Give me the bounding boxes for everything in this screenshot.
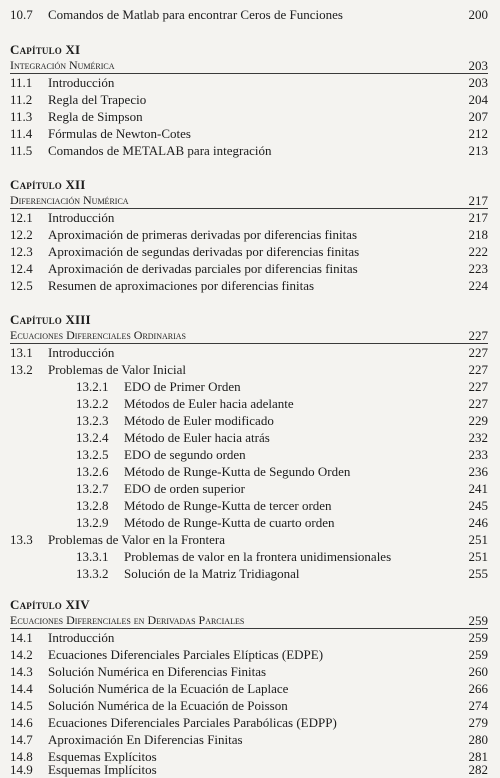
entry-page: 232: [468, 430, 488, 445]
toc-subentry: [0, 446, 500, 463]
entry-title: Problemas de valor en la frontera unidimensionales: [124, 549, 392, 564]
toc-entry: [0, 6, 500, 23]
entry-page: 282: [468, 762, 488, 777]
entry-number: 13.2.9: [76, 515, 109, 530]
toc-subentry: [0, 429, 500, 446]
part-title: Integración Numérica: [10, 58, 115, 72]
entry-title: EDO de orden superior: [124, 481, 245, 496]
entry-title: Problemas de Valor Inicial: [48, 362, 187, 377]
entry-number: 14.2: [10, 647, 33, 662]
toc-entry: [0, 108, 500, 125]
entry-title: Aproximación de primeras derivadas por diferencias finitas: [48, 227, 357, 242]
entry-number: 12.2: [10, 227, 33, 242]
part-title: Ecuaciones Diferenciales Ordinarias: [10, 328, 187, 342]
entry-title: Regla del Trapecio: [48, 92, 147, 107]
entry-number: 13.3.1: [76, 549, 109, 564]
toc-entry: [0, 142, 500, 159]
toc-entry: [0, 663, 500, 680]
toc-entry: [0, 531, 500, 548]
entry-title: EDO de Primer Orden: [124, 379, 241, 394]
entry-title: Resumen de aproximaciones por diferencias finitas: [48, 278, 315, 293]
entry-page: 207: [468, 109, 488, 124]
entry-page: 222: [468, 244, 488, 259]
entry-title: Ecuaciones Diferenciales Parciales Elípticas (EDPE): [48, 647, 324, 662]
toc-subentry: [0, 497, 500, 514]
entry-title: Introducción: [48, 630, 115, 645]
part-heading: [0, 612, 500, 629]
entry-title: Comandos de Matlab para encontrar Ceros de Funciones: [48, 7, 343, 22]
entry-page: 266: [468, 681, 488, 696]
entry-number: 13.2.5: [76, 447, 109, 462]
entry-title: Solución de la Matriz Tridiagonal: [124, 566, 300, 581]
entry-page: 246: [468, 515, 488, 530]
entry-page: 236: [468, 464, 488, 479]
toc-entry: [0, 629, 500, 646]
toc-entry: [0, 74, 500, 91]
entry-title: Método de Runge-Kutta de tercer orden: [124, 498, 332, 513]
part-page: 217: [468, 193, 488, 208]
entry-number: 14.4: [10, 681, 33, 696]
toc-entry: [0, 761, 500, 778]
chapter-heading: Capítulo XII: [10, 177, 86, 192]
part-heading: [0, 57, 500, 74]
entry-page: 233: [468, 447, 488, 462]
entry-page: 217: [468, 210, 488, 225]
toc-entry: [0, 91, 500, 108]
entry-page: 212: [468, 126, 488, 141]
entry-number: 13.2: [10, 362, 33, 377]
toc-entry: [0, 731, 500, 748]
entry-page: 213: [468, 143, 488, 158]
toc-entry: [0, 125, 500, 142]
toc-subentry: [0, 565, 500, 582]
entry-title: Regla de Simpson: [48, 109, 143, 124]
entry-title: Fórmulas de Newton-Cotes: [48, 126, 191, 141]
entry-number: 11.1: [10, 75, 33, 90]
entry-page: 218: [468, 227, 488, 242]
entry-title: Método de Euler modificado: [124, 413, 274, 428]
entry-title: Método de Runge-Kutta de Segundo Orden: [124, 464, 351, 479]
chapter-heading: Capítulo XIV: [10, 597, 90, 612]
entry-page: 227: [468, 362, 488, 377]
entry-title: Aproximación En Diferencias Finitas: [48, 732, 243, 747]
entry-number: 12.3: [10, 244, 33, 259]
toc-entry: [0, 361, 500, 378]
entry-page: 227: [468, 396, 488, 411]
toc-entry: [0, 243, 500, 260]
part-title: Ecuaciones Diferenciales en Derivadas Parciales: [10, 613, 245, 627]
part-page: 227: [468, 328, 488, 343]
entry-title: Introducción: [48, 210, 115, 225]
entry-title: Método de Euler hacia atrás: [124, 430, 270, 445]
entry-number: 12.1: [10, 210, 33, 225]
entry-number: 13.2.3: [76, 413, 109, 428]
entry-number: 14.6: [10, 715, 33, 730]
toc-entry: [0, 344, 500, 361]
toc-subentry: [0, 463, 500, 480]
chapter-heading: Capítulo XI: [10, 42, 81, 57]
toc-subentry: [0, 480, 500, 497]
entry-number: 12.4: [10, 261, 33, 276]
entry-title: Aproximación de derivadas parciales por diferencias finitas: [48, 261, 358, 276]
toc-entry: [0, 277, 500, 294]
part-heading: [0, 192, 500, 209]
toc-subentry: [0, 548, 500, 565]
entry-number: 11.3: [10, 109, 33, 124]
entry-number: 13.1: [10, 345, 33, 360]
entry-number: 14.1: [10, 630, 33, 645]
entry-page: 251: [468, 549, 488, 564]
part-page: 203: [468, 58, 488, 73]
entry-number: 13.2.6: [76, 464, 109, 479]
entry-title: Esquemas Implícitos: [48, 762, 157, 777]
entry-page: 251: [468, 532, 488, 547]
entry-page: 245: [468, 498, 488, 513]
toc-entry: [0, 697, 500, 714]
entry-page: 260: [468, 664, 488, 679]
entry-title: EDO de segundo orden: [124, 447, 246, 462]
toc-subentry: [0, 412, 500, 429]
entry-title: Ecuaciones Diferenciales Parciales Parabólicas (EDPP): [48, 715, 337, 730]
entry-page: 223: [468, 261, 488, 276]
toc-entry: [0, 226, 500, 243]
entry-number: 11.4: [10, 126, 33, 141]
entry-page: 224: [468, 278, 488, 293]
entry-page: 203: [468, 75, 488, 90]
entry-page: 279: [468, 715, 488, 730]
entry-page: 204: [468, 92, 488, 107]
entry-title: Comandos de METALAB para integración: [48, 143, 272, 158]
entry-number: 13.3: [10, 532, 33, 547]
entry-page: 200: [468, 7, 488, 22]
entry-page: 227: [468, 345, 488, 360]
entry-title: Solución Numérica de la Ecuación de Poisson: [48, 698, 288, 713]
entry-page: 259: [468, 647, 488, 662]
toc-subentry: [0, 378, 500, 395]
entry-title: Introducción: [48, 75, 115, 90]
entry-page: 241: [468, 481, 488, 496]
entry-page: 274: [468, 698, 488, 713]
entry-number: 11.5: [10, 143, 33, 158]
toc-entry: [0, 260, 500, 277]
part-page: 259: [468, 613, 488, 628]
part-heading: [0, 327, 500, 344]
entry-number: 13.3.2: [76, 566, 109, 581]
entry-title: Métodos de Euler hacia adelante: [124, 396, 294, 411]
entry-title: Introducción: [48, 345, 115, 360]
entry-number: 13.2.7: [76, 481, 109, 496]
entry-number: 14.8: [10, 749, 33, 764]
toc-entry: [0, 680, 500, 697]
entry-number: 14.5: [10, 698, 33, 713]
toc-subentry: [0, 514, 500, 531]
entry-number: 13.2.4: [76, 430, 109, 445]
entry-number: 14.9: [10, 762, 33, 777]
entry-number: 14.3: [10, 664, 33, 679]
entry-title: Aproximación de segundas derivadas por diferencias finitas: [48, 244, 360, 259]
entry-number: 14.7: [10, 732, 33, 747]
entry-number: 10.7: [10, 7, 33, 22]
entry-number: 13.2.1: [76, 379, 109, 394]
toc-subentry: [0, 395, 500, 412]
entry-page: 281: [468, 749, 488, 764]
entry-number: 13.2.8: [76, 498, 109, 513]
entry-title: Solución Numérica de la Ecuación de Laplace: [48, 681, 289, 696]
entry-number: 12.5: [10, 278, 33, 293]
toc-entry: [0, 714, 500, 731]
entry-page: 259: [468, 630, 488, 645]
entry-title: Problemas de Valor en la Frontera: [48, 532, 226, 547]
entry-title: Esquemas Explícitos: [48, 749, 157, 764]
part-title: Diferenciación Numérica: [10, 193, 129, 207]
entry-page: 229: [468, 413, 488, 428]
entry-title: Solución Numérica en Diferencias Finitas: [48, 664, 267, 679]
entry-page: 255: [468, 566, 488, 581]
entry-page: 280: [468, 732, 488, 747]
toc-entry: [0, 209, 500, 226]
entry-number: 13.2.2: [76, 396, 109, 411]
chapter-heading: Capítulo XIII: [10, 312, 91, 327]
entry-page: 227: [468, 379, 488, 394]
toc-entry: [0, 646, 500, 663]
entry-number: 11.2: [10, 92, 33, 107]
entry-title: Método de Runge-Kutta de cuarto orden: [124, 515, 335, 530]
